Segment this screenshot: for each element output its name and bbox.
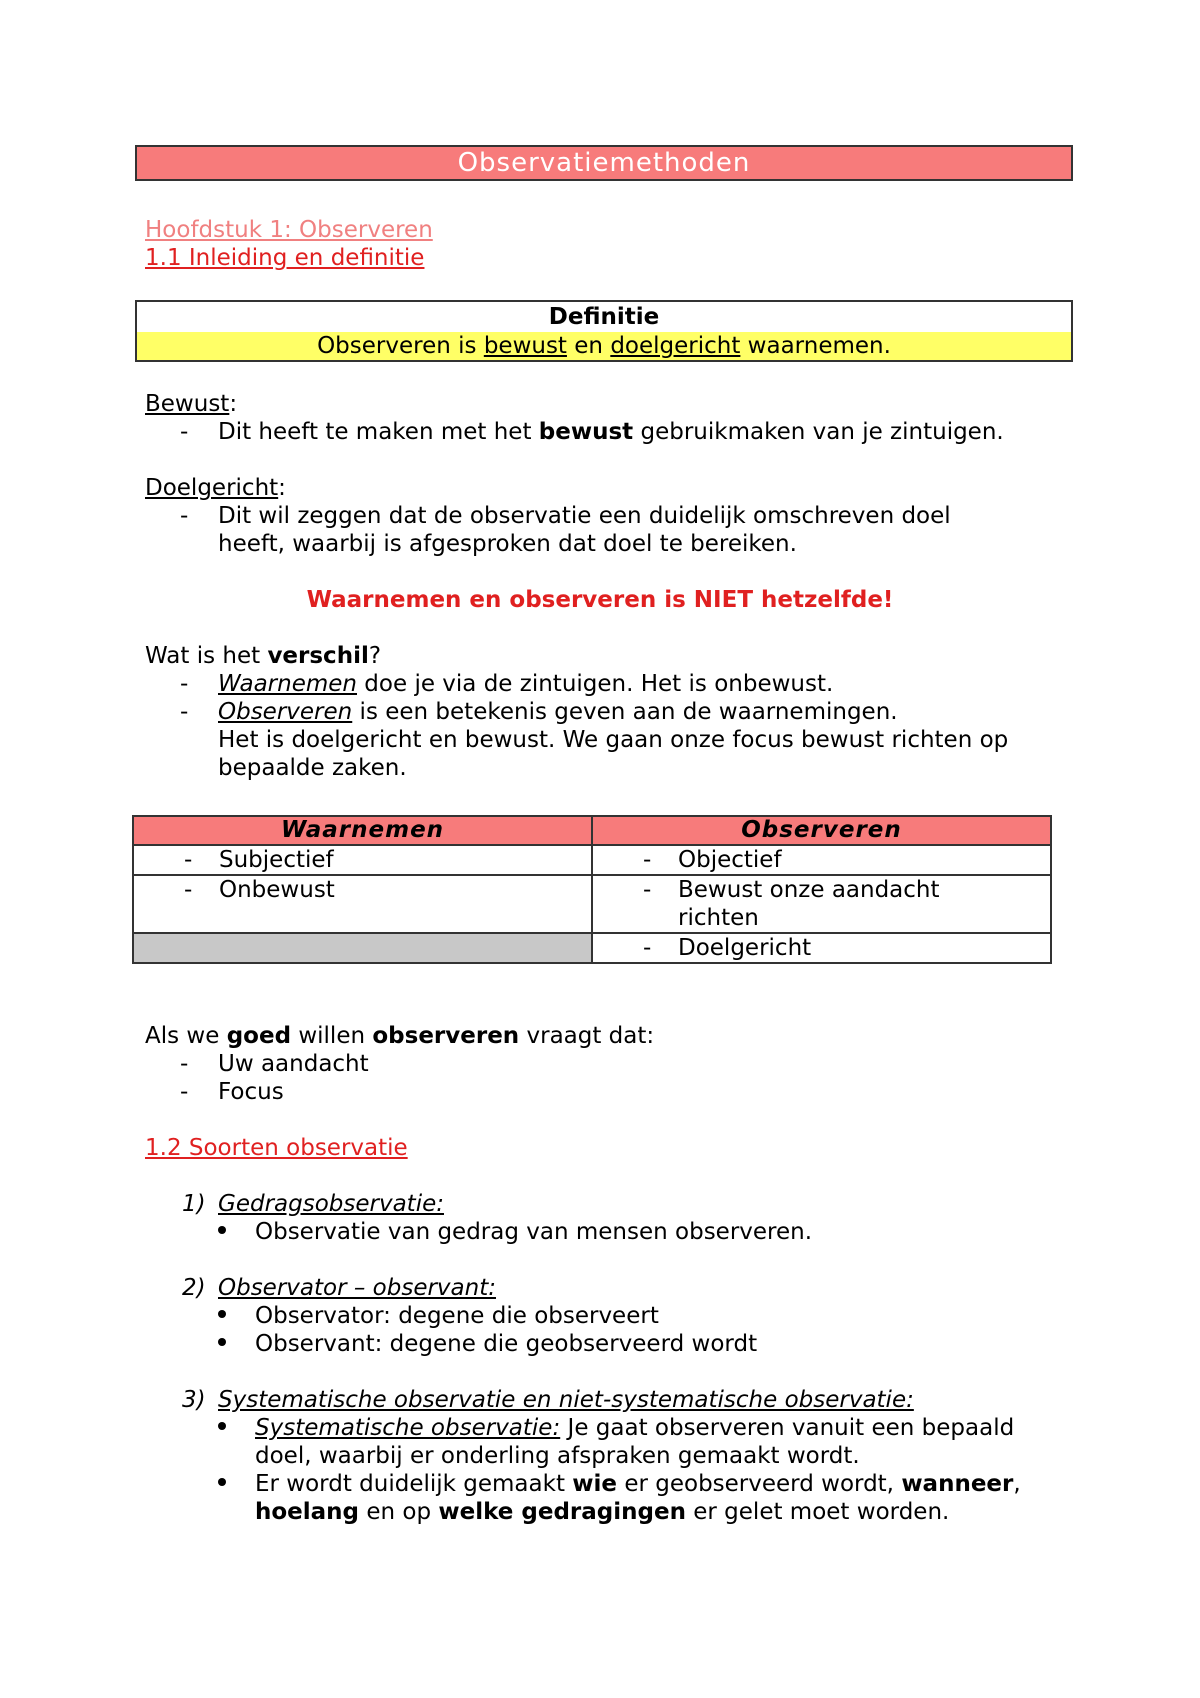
text-part: Dit heeft te maken met het (218, 419, 539, 445)
verschil-observeren (218, 698, 898, 726)
dash-marker: - (184, 847, 193, 873)
dash-marker: - (180, 1079, 189, 1105)
table-header-row (133, 816, 1051, 845)
cell-text: Bewust onze aandacht (678, 877, 940, 903)
dash-marker: - (643, 877, 652, 903)
definition-part: waarnemen. (740, 333, 891, 359)
cell-text: Objectief (678, 847, 782, 873)
text-part: gebruikmaken van je zintuigen. (633, 419, 1004, 445)
dash-marker: - (180, 503, 189, 529)
bullet-icon (218, 1422, 226, 1430)
table-cell (592, 875, 1051, 933)
text-bold: verschil (267, 643, 369, 669)
table-row (133, 875, 1051, 933)
dash-marker: - (643, 935, 652, 961)
text-italic-underline: Observeren (218, 699, 353, 725)
text-bold: bewust (538, 419, 634, 445)
goed-item-2: Focus (218, 1079, 284, 1105)
definition-bewust: bewust (483, 333, 567, 359)
table-cell (133, 875, 592, 933)
type-2-bullet-a: Observator: degene die observeert (255, 1303, 659, 1329)
list-number: 2) (182, 1275, 206, 1301)
text-bold: wie (572, 1471, 618, 1497)
text-part: Er wordt duidelijk gemaakt (255, 1471, 573, 1497)
cell-text: richten (678, 905, 759, 931)
text-italic-underline: Systematische observatie: (255, 1415, 561, 1441)
text-bold: observeren (372, 1023, 520, 1049)
table-cell-empty (133, 933, 592, 963)
doelgericht-line-2: heeft, waarbij is afgesproken dat doel te bereiken. (218, 531, 797, 557)
list-number: 3) (182, 1387, 206, 1413)
type-3-bullet-a (255, 1414, 1014, 1442)
verschil-waarnemen (218, 670, 833, 698)
text-bold: welke gedragingen (438, 1499, 686, 1525)
comparison-table (132, 815, 1052, 964)
list-number: 1) (182, 1191, 206, 1217)
dash-marker: - (184, 877, 193, 903)
dash-marker: - (180, 699, 189, 725)
colon: : (278, 475, 286, 501)
dash-marker: - (180, 419, 189, 445)
verschil-question (145, 642, 381, 670)
table-cell (592, 933, 1051, 963)
text-part: willen (291, 1023, 373, 1049)
cell-text: Doelgericht (678, 935, 812, 961)
dash-marker: - (643, 847, 652, 873)
text-part: is een betekenis geven aan de waarnemingen. (352, 699, 898, 725)
goed-item-1: Uw aandacht (218, 1051, 369, 1077)
text-bold: hoelang (255, 1499, 360, 1525)
document-title: Observatiemethoden (135, 145, 1073, 181)
text-part: ? (368, 643, 382, 669)
type-3-title: Systematische observatie en niet-systematische observatie: (218, 1387, 914, 1413)
text-part: Wat is het (145, 643, 268, 669)
table-header-observeren: Observeren (592, 816, 1051, 845)
cell-text: Onbewust (219, 877, 335, 903)
text-part: , (1013, 1471, 1021, 1497)
text-part: er geobserveerd wordt, (617, 1471, 902, 1497)
bewust-label-text: Bewust (145, 391, 230, 417)
type-1-bullet: Observatie van gedrag van mensen observeren. (255, 1219, 813, 1245)
verschil-line-4: bepaalde zaken. (218, 755, 407, 781)
bullet-icon (218, 1478, 226, 1486)
verschil-line-3: Het is doelgericht en bewust. We gaan onze focus bewust richten op (218, 727, 1009, 753)
type-3-bullet-b (255, 1470, 1021, 1498)
table-cell (592, 845, 1051, 875)
definition-doelgericht: doelgericht (610, 333, 741, 359)
dash-marker: - (180, 1051, 189, 1077)
cell-text: Subjectief (219, 847, 334, 873)
type-1-title: Gedragsobservatie: (218, 1191, 444, 1217)
type-2-title: Observator – observant: (218, 1275, 496, 1301)
table-row (133, 933, 1051, 963)
goed-intro (145, 1022, 654, 1050)
text-italic-underline: Waarnemen (218, 671, 357, 697)
text-part: Als we (145, 1023, 227, 1049)
definition-part: en (566, 333, 611, 359)
table-cell (133, 845, 592, 875)
dash-marker: - (180, 671, 189, 697)
bullet-icon (218, 1338, 226, 1346)
type-3-bullet-b-cont (255, 1498, 949, 1526)
doelgericht-label (145, 474, 286, 502)
text-part: doe je via de zintuigen. Het is onbewust. (357, 671, 834, 697)
definition-part: Observeren is (317, 333, 484, 359)
chapter-heading: Hoofdstuk 1: Observeren (145, 217, 433, 243)
table-row (133, 845, 1051, 875)
doelgericht-label-text: Doelgericht (145, 475, 279, 501)
definition-box (135, 300, 1073, 362)
bewust-label (145, 390, 237, 418)
section-heading-1-1: 1.1 Inleiding en definitie (145, 245, 425, 271)
colon: : (229, 391, 238, 417)
text-bold: wanneer (901, 1471, 1014, 1497)
type-2-bullet-b: Observant: degene die geobserveerd wordt (255, 1331, 758, 1357)
bewust-description (218, 418, 1004, 446)
section-heading-1-2: 1.2 Soorten observatie (145, 1135, 408, 1161)
text-part: Je gaat observeren vanuit een bepaald (560, 1415, 1015, 1441)
warning-text: Waarnemen en observeren is NIET hetzelfde! (306, 587, 894, 613)
text-bold: goed (226, 1023, 292, 1049)
definition-text (137, 332, 1071, 360)
definition-heading: Definitie (137, 302, 1071, 332)
text-part: er gelet moet worden. (685, 1499, 950, 1525)
bullet-icon (218, 1226, 226, 1234)
bullet-icon (218, 1310, 226, 1318)
type-3-bullet-a-cont: doel, waarbij er onderling afspraken gemaakt wordt. (255, 1443, 860, 1469)
text-part: en op (359, 1499, 439, 1525)
text-part: vraagt dat: (519, 1023, 655, 1049)
doelgericht-line-1: Dit wil zeggen dat de observatie een duidelijk omschreven doel (218, 503, 951, 529)
table-header-waarnemen: Waarnemen (133, 816, 592, 845)
